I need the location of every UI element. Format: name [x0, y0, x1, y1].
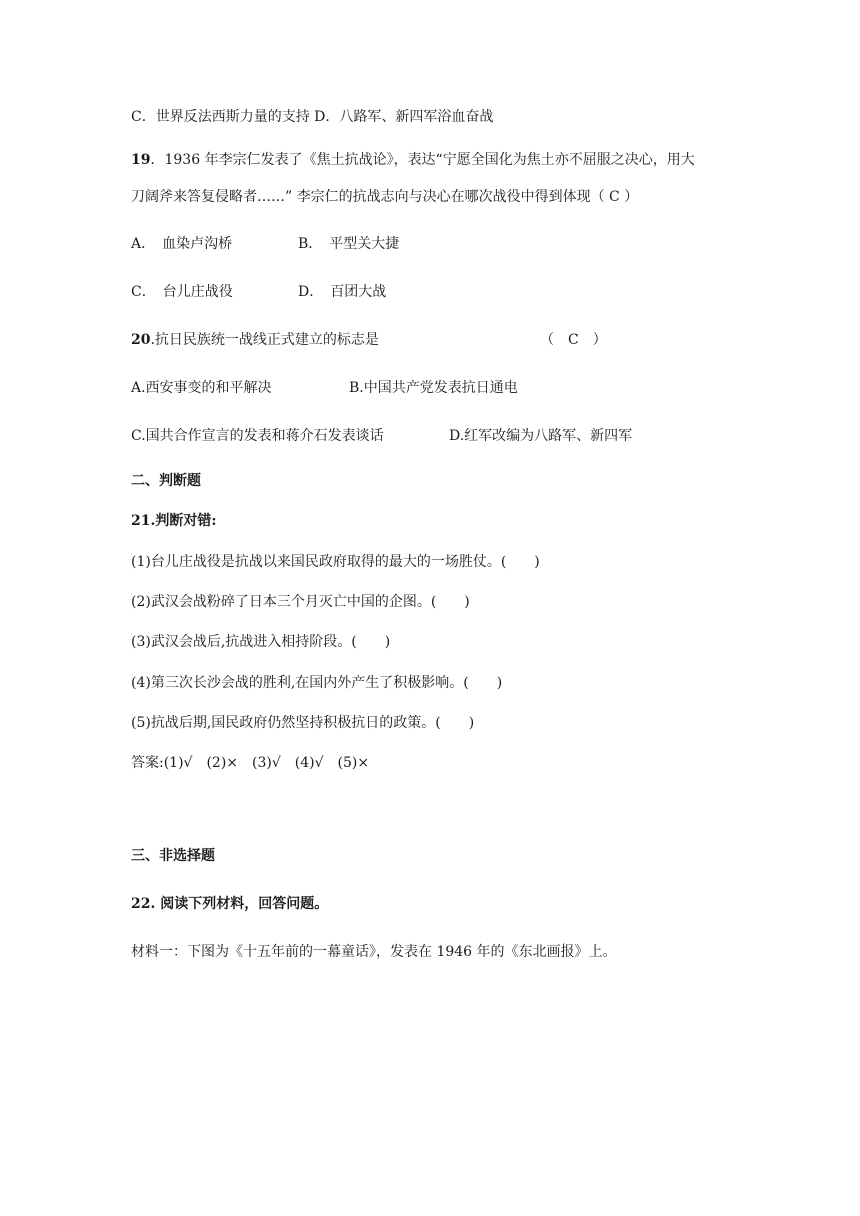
q19-stem-line2: 刀阔斧来答复侵略者……” 李宗仁的抗战志向与决心在哪次战役中得到体现（ C ）	[131, 189, 639, 205]
q19-options-row2	[131, 282, 631, 302]
q21-item-2: (2)武汉会战粉碎了日本三个月灭亡中国的企图。( )	[131, 594, 470, 610]
q20-option-c: C.国共合作宣言的发表和蒋介石发表谈话	[131, 428, 384, 444]
q21-item-4: (4)第三次长沙会战的胜利,在国内外产生了积极影响。( )	[131, 675, 503, 691]
q21-item-1: (1)台儿庄战役是抗战以来国民政府取得的最大的一场胜仗。( )	[131, 554, 540, 570]
q19-option-d: D． 百团大战	[298, 284, 387, 300]
section3-title: 三、非选择题	[131, 848, 215, 864]
q22-material1: 材料一：下图为《十五年前的一幕童话》，发表在 1946 年的《东北画报》上。	[131, 944, 617, 960]
q20-options-row1	[131, 378, 691, 398]
q19-stem-line1	[131, 150, 695, 170]
q19-options-row1	[131, 234, 631, 254]
q21-title: 21.判断对错:	[131, 513, 217, 529]
q20-option-a: A.西安事变的和平解决	[131, 380, 272, 396]
q20-option-b: B.中国共产党发表抗日通电	[349, 380, 518, 396]
q19-option-a: A． 血染卢沟桥	[131, 236, 233, 252]
q19-number: 19	[131, 152, 151, 168]
q19-option-b: B． 平型关大捷	[298, 236, 400, 252]
q22-title: 22. 阅读下列材料，回答问题。	[131, 896, 329, 912]
q20-stem-text: .抗日民族统一战线正式建立的标志是	[150, 332, 379, 348]
q21-item-5: (5)抗战后期,国民政府仍然坚持积极抗日的政策。( )	[131, 715, 475, 731]
q20-stem	[131, 330, 379, 350]
q20-answer: （ C ）	[540, 332, 607, 348]
q20-options-row2	[131, 426, 691, 446]
q21-answer: 答案:(1)√ (2)× (3)√ (4)√ (5)×	[131, 755, 370, 771]
q21-item-3: (3)武汉会战后,抗战进入相持阶段。( )	[131, 634, 391, 650]
q20-number: 20	[131, 332, 151, 348]
q20-option-d: D.红军改编为八路军、新四军	[449, 428, 633, 444]
q18-options-cd: C．世界反法西斯力量的支持 D．八路军、新四军浴血奋战	[131, 109, 494, 125]
q19-stem-text: ．1936 年李宗仁发表了《焦土抗战论》，表达“宁愿全国化为焦土亦不屈服之决心，用大	[150, 152, 695, 168]
section2-title: 二、判断题	[131, 473, 201, 489]
q19-option-c: C． 台儿庄战役	[131, 284, 233, 300]
